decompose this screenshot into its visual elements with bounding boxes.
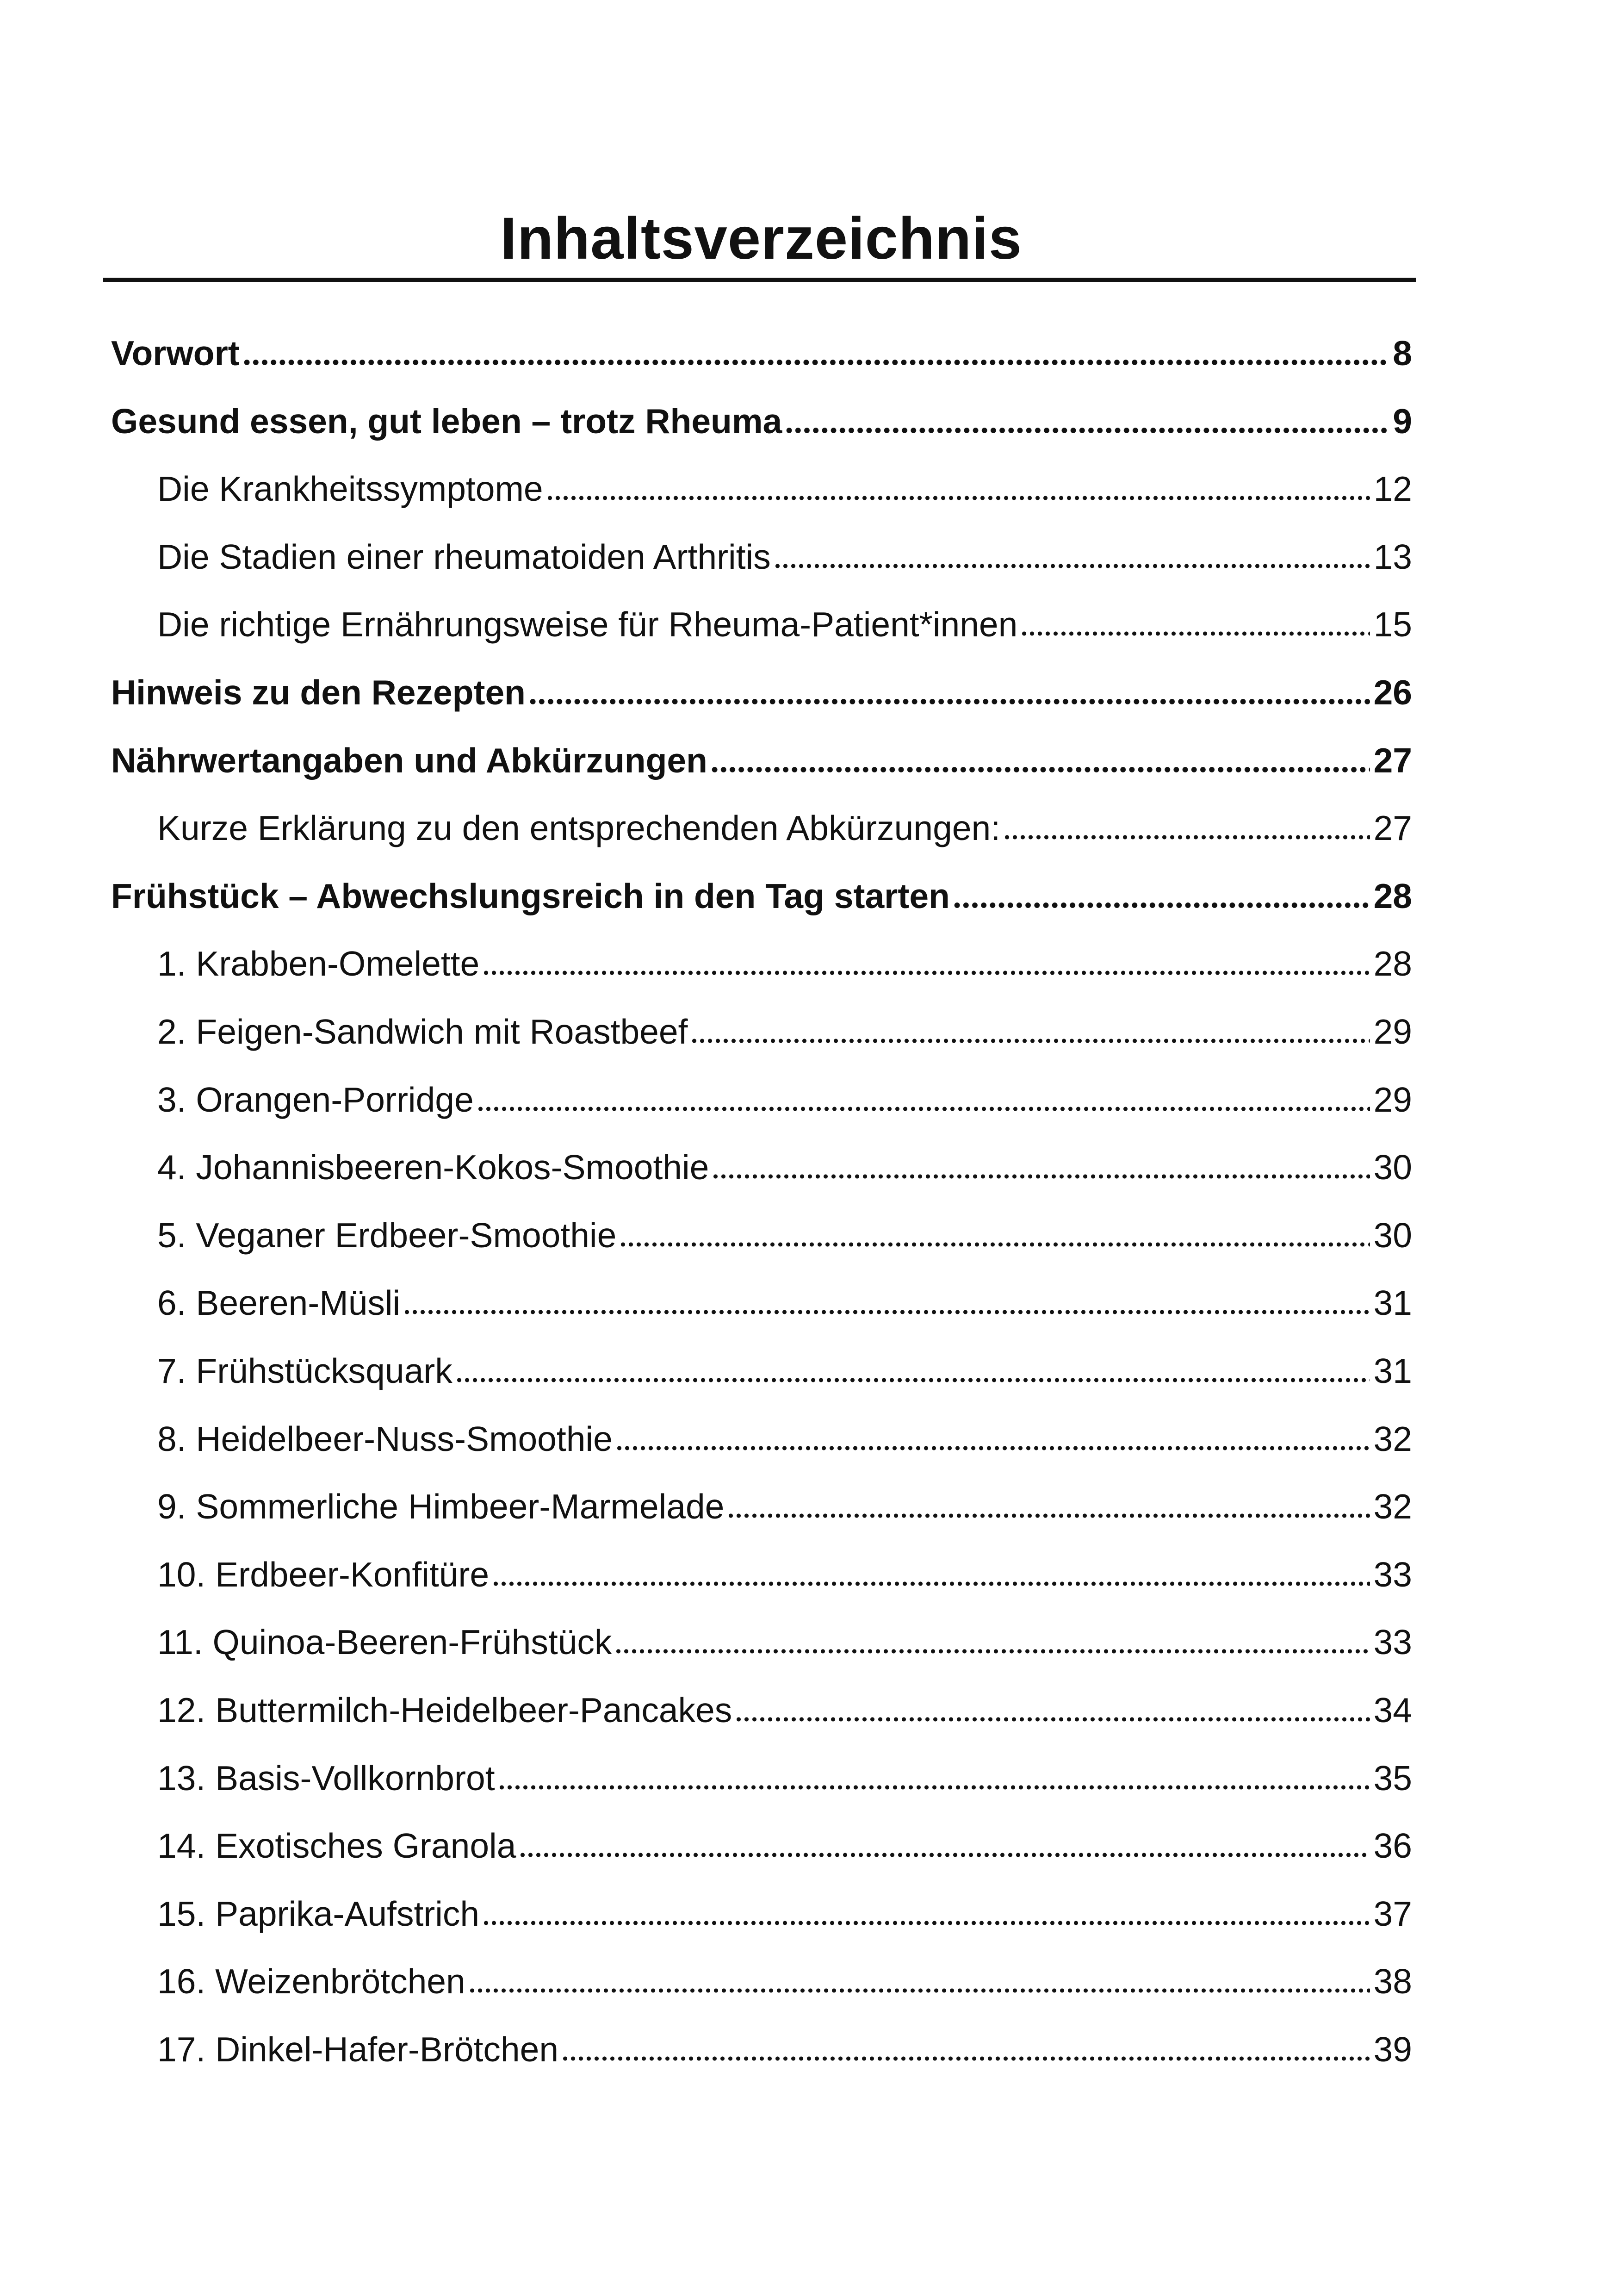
toc-entry-title: Hinweis zu den Rezepten	[111, 673, 526, 712]
toc-entry-page-number: 27	[1373, 809, 1412, 848]
dot-leader	[482, 1917, 1370, 1929]
toc-entry-title: Die Krankheitssymptome	[157, 469, 543, 509]
toc-entry-title: 6. Beeren-Müsli	[157, 1283, 401, 1323]
toc-entry-title: 8. Heidelbeer-Nuss-Smoothie	[157, 1419, 613, 1458]
toc-entry-title: 16. Weizenbrötchen	[157, 1962, 465, 2001]
dot-leader	[519, 1849, 1370, 1860]
toc-entry[interactable]	[157, 1750, 1412, 1806]
page-title: Inhaltsverzeichnis	[500, 205, 1022, 272]
dot-leader	[774, 560, 1370, 572]
toc-entry-title: 2. Feigen-Sandwich mit Roastbeef	[157, 1012, 688, 1051]
toc-entry-title: Die Stadien einer rheumatoiden Arthritis	[157, 537, 771, 576]
toc-entry[interactable]	[157, 1682, 1412, 1738]
toc-entry[interactable]	[157, 597, 1412, 652]
toc-entry-page-number: 29	[1373, 1012, 1412, 1051]
toc-entry-page-number: 28	[1373, 876, 1412, 915]
title-divider	[103, 278, 1416, 282]
toc-entry[interactable]	[157, 1614, 1412, 1670]
toc-entry[interactable]	[157, 1004, 1412, 1059]
dot-leader	[712, 1171, 1370, 1182]
dot-leader	[1003, 832, 1370, 843]
toc-entry[interactable]	[157, 1072, 1412, 1127]
toc-entry[interactable]	[157, 1886, 1412, 1941]
dot-leader	[242, 357, 1389, 368]
toc-entry-page-number: 38	[1373, 1962, 1412, 2001]
dot-leader	[403, 1307, 1370, 1318]
toc-entry-page-number: 8	[1393, 334, 1412, 373]
dot-leader	[727, 1510, 1370, 1521]
toc-entry-page-number: 9	[1393, 401, 1412, 441]
toc-entry-page-number: 33	[1373, 1623, 1412, 1662]
toc-entry-title: 4. Johannisbeeren-Kokos-Smoothie	[157, 1148, 709, 1187]
dot-leader	[482, 967, 1370, 978]
toc-entry[interactable]	[157, 529, 1412, 585]
toc-entry[interactable]	[111, 665, 1412, 720]
toc-entry[interactable]	[157, 1547, 1412, 1602]
toc-entry-title: Die richtige Ernährungsweise für Rheuma-Patient*innen	[157, 605, 1018, 644]
toc-entry[interactable]	[157, 1954, 1412, 2009]
dot-leader	[492, 1578, 1370, 1589]
toc-entry-page-number: 33	[1373, 1555, 1412, 1594]
toc-entry-title: 15. Paprika-Aufstrich	[157, 1894, 480, 1933]
toc-entry[interactable]	[157, 800, 1412, 856]
toc-entry-page-number: 39	[1373, 2030, 1412, 2069]
toc-entry-page-number: 32	[1373, 1419, 1412, 1458]
toc-entry-title: 5. Veganer Erdbeer-Smoothie	[157, 1215, 617, 1255]
toc-entry-title: 17. Dinkel-Hafer-Brötchen	[157, 2030, 559, 2069]
toc-entry-title: Kurze Erklärung zu den entsprechenden Abkürzungen:	[157, 809, 1001, 848]
toc-entry-title: 7. Frühstücksquark	[157, 1351, 453, 1390]
toc-entry-title: Frühstück – Abwechslungsreich in den Tag starten	[111, 876, 950, 915]
dot-leader	[477, 1103, 1370, 1114]
toc-entry-page-number: 13	[1373, 537, 1412, 576]
dot-leader	[735, 1714, 1370, 1725]
toc-entry-title: 14. Exotisches Granola	[157, 1826, 516, 1866]
toc-entry-page-number: 28	[1373, 944, 1412, 983]
toc-entry-page-number: 31	[1373, 1351, 1412, 1390]
toc-entry[interactable]	[157, 1207, 1412, 1263]
toc-entry[interactable]	[111, 733, 1412, 788]
toc-entry-page-number: 30	[1373, 1215, 1412, 1255]
toc-entry[interactable]	[111, 393, 1412, 449]
dot-leader	[455, 1375, 1370, 1386]
dot-leader	[546, 492, 1370, 504]
toc-entry-title: Nährwertangaben und Abkürzungen	[111, 740, 707, 780]
toc-entry-title: 11. Quinoa-Beeren-Frühstück	[157, 1623, 612, 1662]
dot-leader	[619, 1239, 1370, 1250]
toc-entry-page-number: 36	[1373, 1826, 1412, 1866]
toc-entry-page-number: 29	[1373, 1080, 1412, 1119]
toc-entry[interactable]	[157, 1411, 1412, 1467]
toc-entry-page-number: 27	[1373, 740, 1412, 780]
toc-entry-title: 12. Buttermilch-Heidelbeer-Pancakes	[157, 1691, 732, 1730]
toc-entry-page-number: 32	[1373, 1487, 1412, 1526]
dot-leader	[561, 2053, 1370, 2064]
dot-leader	[615, 1443, 1370, 1454]
toc-entry[interactable]	[157, 1479, 1412, 1534]
dot-leader	[1020, 628, 1370, 639]
toc-entry-title: Gesund essen, gut leben – trotz Rheuma	[111, 401, 782, 441]
dot-leader	[468, 1985, 1370, 1996]
toc-entry[interactable]	[157, 1343, 1412, 1399]
dot-leader	[690, 1035, 1370, 1046]
toc-entry-title: 1. Krabben-Omelette	[157, 944, 480, 983]
dot-leader	[498, 1782, 1370, 1793]
toc-entry-title: 9. Sommerliche Himbeer-Marmelade	[157, 1487, 725, 1526]
toc-entry[interactable]	[157, 461, 1412, 516]
toc-entry-title: 10. Erdbeer-Konfitüre	[157, 1555, 490, 1594]
toc-entry[interactable]	[157, 936, 1412, 991]
toc-entry[interactable]	[157, 1818, 1412, 1873]
toc-entry[interactable]	[157, 1139, 1412, 1195]
toc-entry-page-number: 30	[1373, 1148, 1412, 1187]
toc-entry-page-number: 35	[1373, 1758, 1412, 1798]
toc-entry-title: Vorwort	[111, 334, 240, 373]
toc-entry[interactable]	[157, 1275, 1412, 1331]
toc-entry[interactable]	[111, 325, 1412, 381]
dot-leader	[710, 764, 1370, 775]
toc-entry-page-number: 15	[1373, 605, 1412, 644]
dot-leader	[614, 1646, 1370, 1657]
dot-leader	[785, 425, 1389, 436]
dot-leader	[953, 900, 1370, 911]
toc-entry-title: 3. Orangen-Porridge	[157, 1080, 474, 1119]
toc-entry-page-number: 37	[1373, 1894, 1412, 1933]
toc-entry[interactable]	[157, 2022, 1412, 2077]
toc-entry[interactable]	[111, 868, 1412, 924]
toc-entry-page-number: 31	[1373, 1283, 1412, 1323]
toc-entry-title: 13. Basis-Vollkornbrot	[157, 1758, 495, 1798]
toc-entry-page-number: 12	[1373, 469, 1412, 509]
dot-leader	[528, 696, 1370, 707]
toc-entry-page-number: 34	[1373, 1691, 1412, 1730]
toc-entry-page-number: 26	[1373, 673, 1412, 712]
